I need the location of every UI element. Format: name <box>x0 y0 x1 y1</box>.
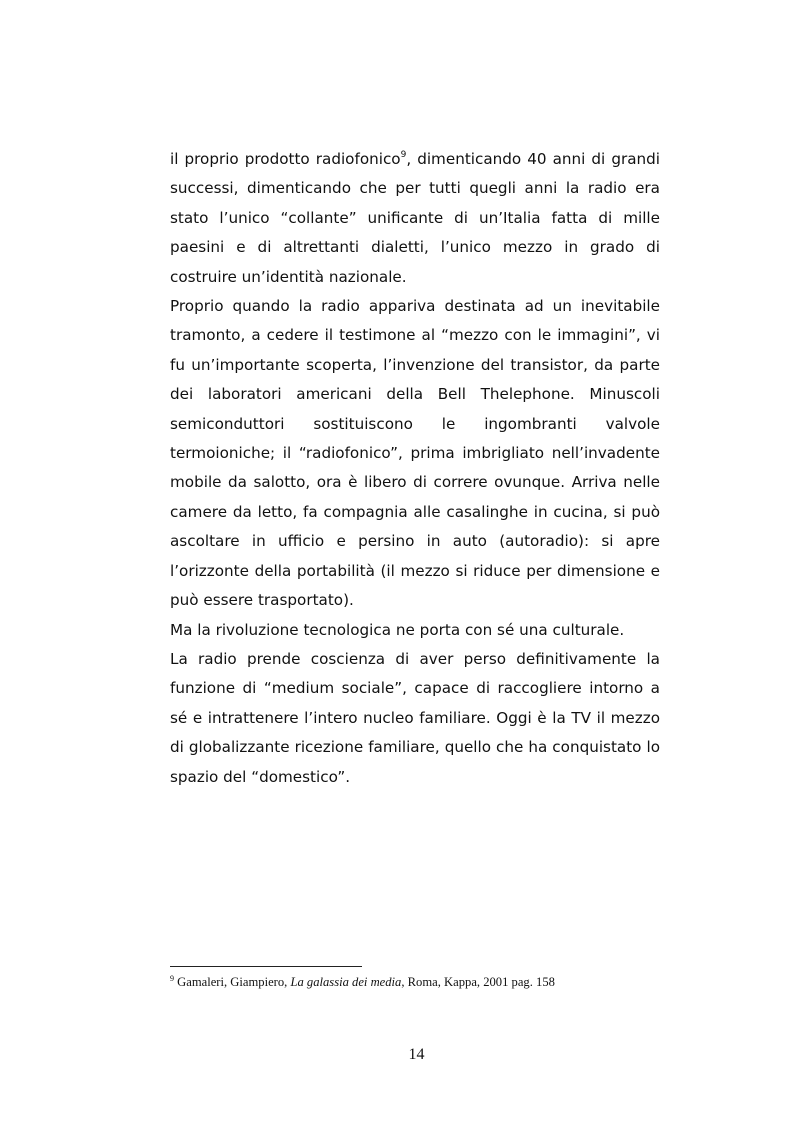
paragraph <box>170 145 660 292</box>
paragraph: La radio prende coscienza di aver perso definitivamente la funzione di “medium sociale”, capace di raccogliere intorno a sé e intrattenere l’intero nucleo familiare. Oggi è la TV il mezzo di globalizzante ricezione familiare, quello che ha conquistato lo spazio del “domestico”. <box>170 649 660 786</box>
paragraph: Ma la rivoluzione tecnologica ne porta con sé una culturale. <box>170 620 625 639</box>
footnote <box>170 973 730 991</box>
paragraph-text: il proprio prodotto radiofonico <box>170 150 401 168</box>
body-text <box>170 145 660 792</box>
footnote-authors: Gamaleri, Giampiero, <box>174 975 291 989</box>
footnote-reference[interactable]: 9 <box>400 150 407 160</box>
paragraph-text: , dimenticando 40 anni di grandi successi, dimenticando che per tutti quegli anni la radio era stato l’unico “collante” unificante di un’Italia fatta di mille paesini e di altrettanti dialetti, l’unico mezzo in grado di costruire un’identità nazionale. <box>170 150 660 286</box>
footnote-separator <box>170 966 362 967</box>
paragraph: Proprio quando la radio appariva destinata ad un inevitabile tramonto, a cedere il testimone al “mezzo con le immagini”, vi fu un’importante scoperta, l’invenzione del transistor, da parte dei laboratori americani della Bell Thelephone. Minuscoli semiconduttori sostituiscono le ingombranti valvole termoioniche; il “radiofonico”, prima imbrigliato nell’invadente mobile da salotto, ora è libero di correre ovunque. Arriva nelle camere da letto, fa compagnia alle casalinghe in cucina, si può ascoltare in ufficio e persino in auto (autoradio): si apre l’orizzonte della portabilità (il mezzo si riduce per dimensione e può essere trasportato). <box>170 297 660 610</box>
footnote-number: 9 <box>170 974 174 983</box>
footnote-title: La galassia dei media <box>290 975 402 989</box>
footnote-details: , Roma, Kappa, 2001 pag. 158 <box>401 975 555 989</box>
page-number: 14 <box>408 1046 425 1063</box>
